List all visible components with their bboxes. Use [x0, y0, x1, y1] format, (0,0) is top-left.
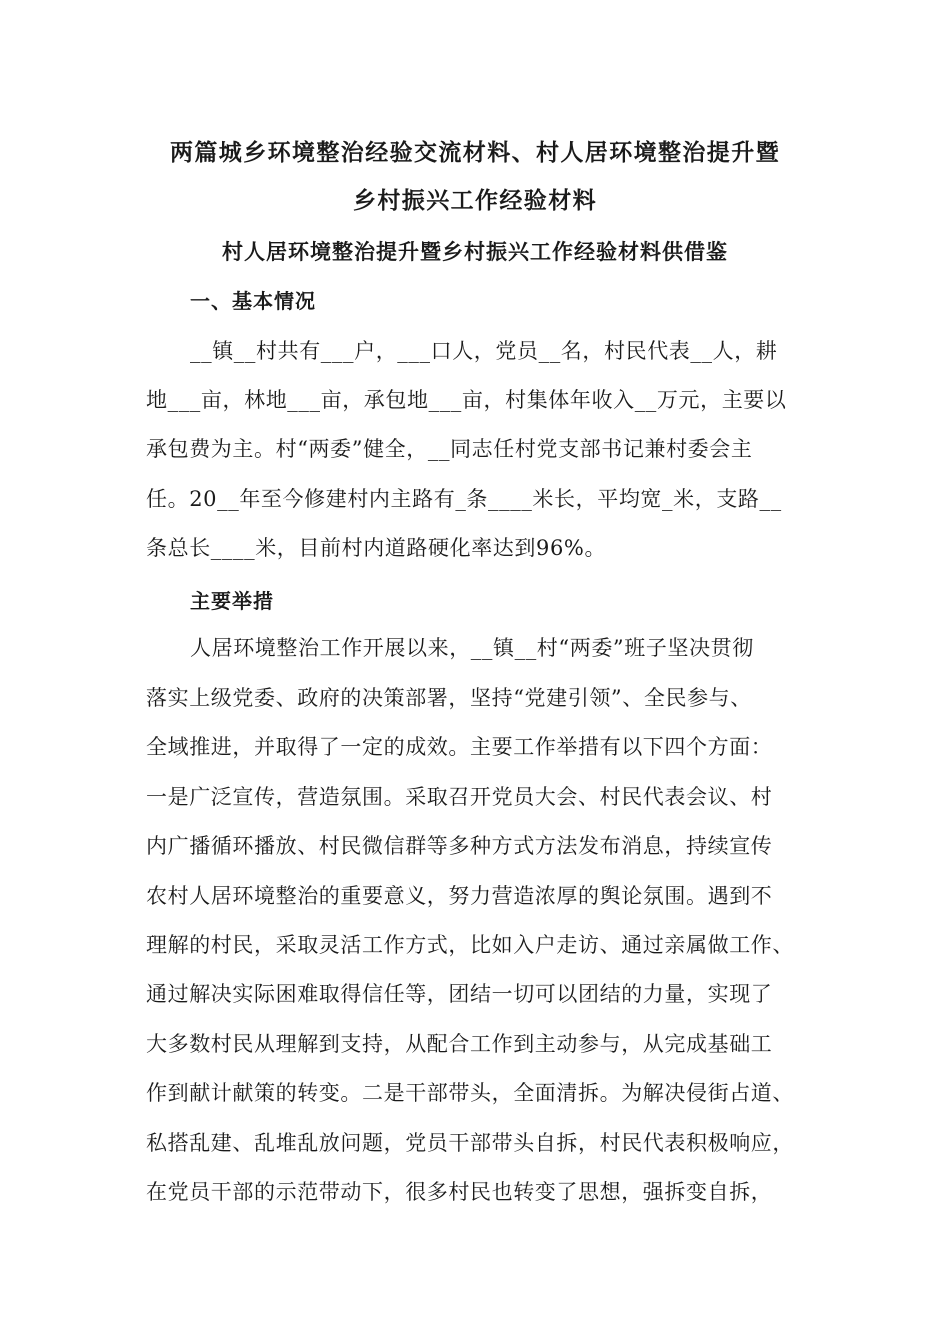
paragraph-line: 一是广泛宣传，营造氛围。采取召开党员大会、村民代表会议、村: [146, 785, 773, 809]
document-title-line-2: 乡村振兴工作经验材料: [353, 188, 597, 214]
section-heading-main-measures: 主要举措: [190, 589, 274, 613]
paragraph-line: 私搭乱建、乱堆乱放问题，党员干部带头自拆，村民代表积极响应，: [146, 1131, 794, 1155]
paragraph-line: 条总长____米，目前村内道路硬化率达到96%。: [146, 536, 607, 560]
document-subtitle: 村人居环境整治提升暨乡村振兴工作经验材料供借鉴: [222, 240, 728, 264]
paragraph-line: 任。20__年至今修建村内主路有_条____米长，平均宽_米，支路__: [146, 487, 782, 511]
paragraph-line: 农村人居环境整治的重要意义，努力营造浓厚的舆论氛围。遇到不: [146, 884, 773, 908]
paragraph-line: 地___亩，林地___亩，承包地___亩，村集体年收入__万元，主要以: [146, 388, 787, 412]
paragraph-line: 在党员干部的示范带动下，很多村民也转变了思想，强拆变自拆，: [146, 1180, 773, 1204]
document-title-line-1: 两篇城乡环境整治经验交流材料、村人居环境整治提升暨: [170, 140, 780, 166]
paragraph-line: 作到献计献策的转变。二是干部带头，全面清拆。为解决侵街占道、: [146, 1081, 794, 1105]
paragraph-line: 人居环境整治工作开展以来，__镇__村“两委”班子坚决贯彻: [190, 636, 754, 660]
paragraph-line: 大多数村民从理解到支持，从配合工作到主动参与，从完成基础工: [146, 1032, 773, 1056]
section-heading-basic-situation: 一、基本情况: [190, 289, 316, 313]
paragraph-line: 内广播循环播放、村民微信群等多种方式方法发布消息，持续宣传: [146, 834, 773, 858]
paragraph-line: 落实上级党委、政府的决策部署，坚持“党建引领”、全民参与、: [146, 686, 752, 710]
paragraph-line: 理解的村民，采取灵活工作方式，比如入户走访、通过亲属做工作、: [146, 933, 794, 957]
paragraph-line: 通过解决实际困难取得信任等，团结一切可以团结的力量，实现了: [146, 982, 773, 1006]
paragraph-line: __镇__村共有___户，___口人，党员__名，村民代表__人，耕: [190, 339, 778, 363]
paragraph-line: 承包费为主。村“两委”健全，__同志任村党支部书记兼村委会主: [146, 437, 753, 461]
paragraph-line: 全域推进，并取得了一定的成效。主要工作举措有以下四个方面：: [146, 735, 773, 759]
